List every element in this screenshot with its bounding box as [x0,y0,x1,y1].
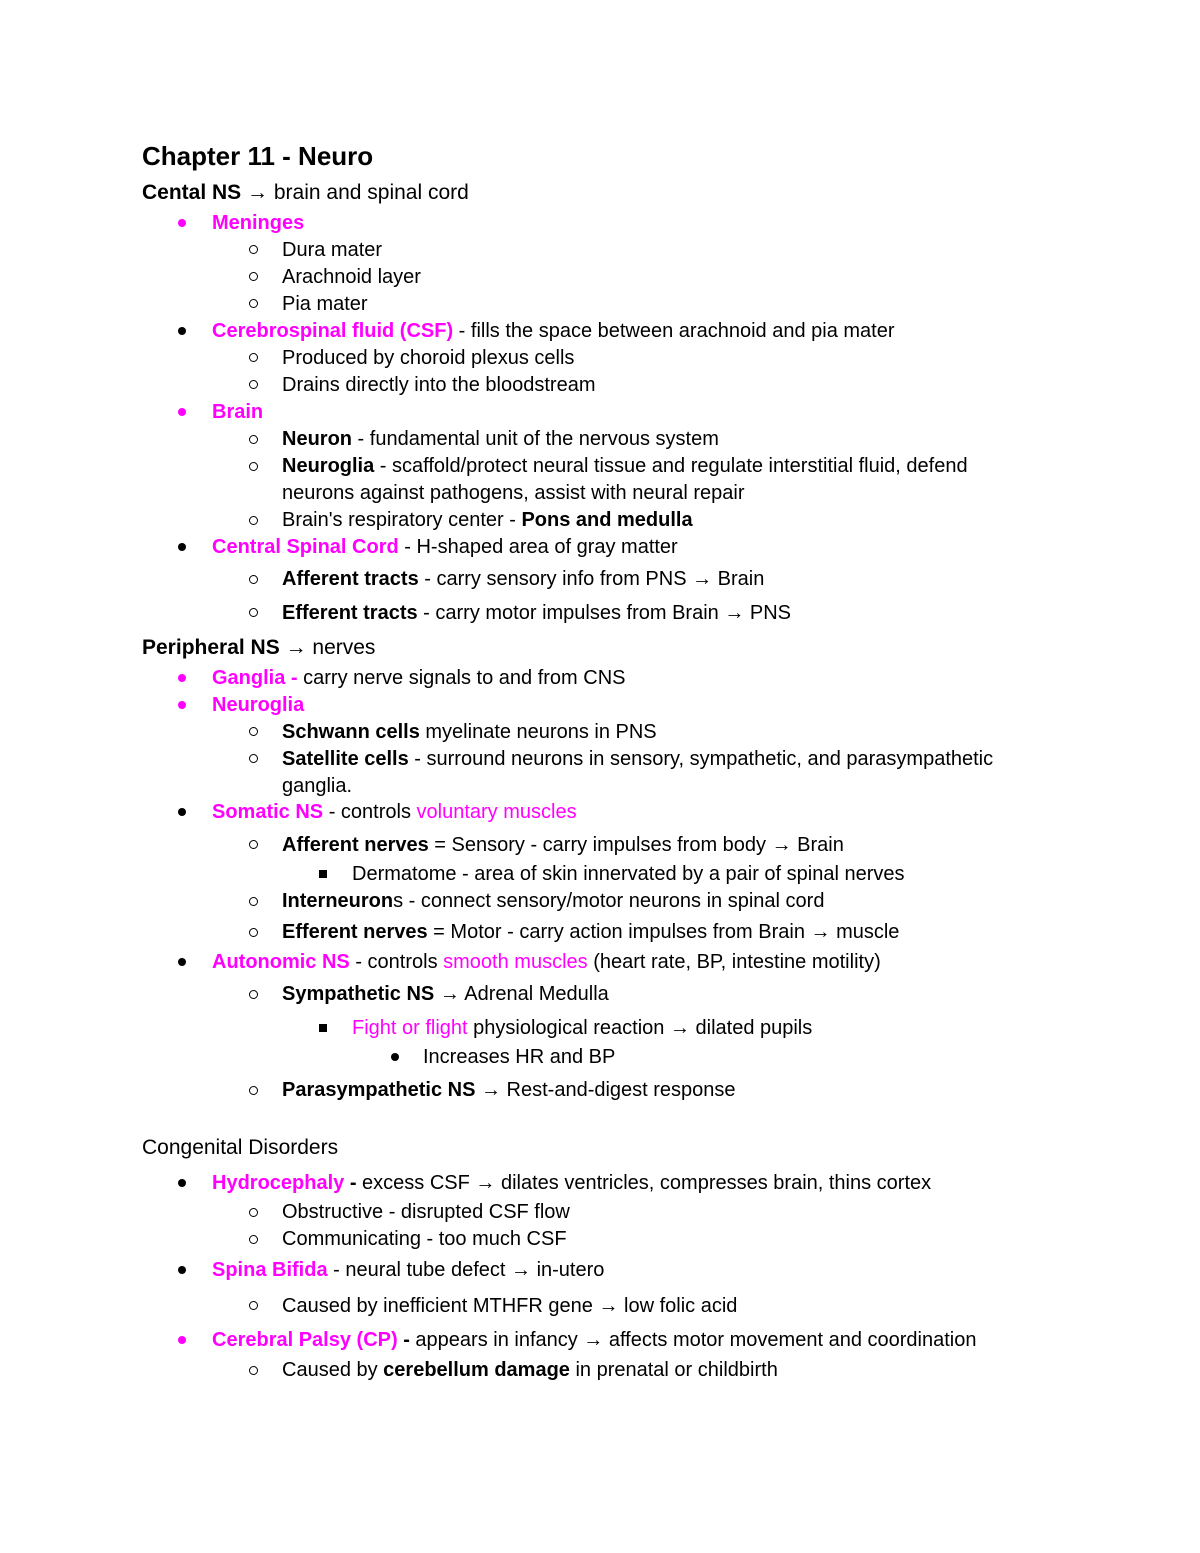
bullet-disc-icon [178,1179,186,1187]
efferent-tracts-line: Efferent tracts - carry motor impulses from Brain → PNS [282,602,792,624]
bullet-disc-icon [178,1266,186,1274]
efferent-nerves-line: Efferent nerves = Motor - carry action impulses from Brain → muscle [282,921,900,943]
bullet-square-icon [319,870,327,878]
neuroglia-line: Neuroglia - scaffold/protect neural tissue and regulate interstitial fluid, defend [282,455,968,477]
satellite-line-cont: ganglia. [282,775,353,797]
csf-item: Drains directly into the bloodstream [282,374,596,396]
hydro-item: Communicating - too much CSF [282,1228,567,1250]
fight-or-flight-line: Fight or flight physiological reaction → dilated pupils [352,1017,813,1039]
bullet-disc-icon [178,543,186,551]
palsy-cause-line: Caused by cerebellum damage in prenatal or childbirth [282,1359,778,1381]
bullet-circle-icon [249,380,258,389]
csf-item: Produced by choroid plexus cells [282,347,575,369]
bullet-circle-icon [249,1235,258,1244]
bullet-disc-icon [178,219,186,227]
bullet-circle-icon [249,928,258,937]
bullet-circle-icon [249,462,258,471]
bullet-circle-icon [249,897,258,906]
bullet-disc-icon [178,808,186,816]
bullet-circle-icon [249,754,258,763]
bullet-square-icon [319,1024,327,1032]
bullet-disc-icon [178,701,186,709]
bullet-disc-icon [178,408,186,416]
neuroglia-label: Neuroglia [212,694,305,716]
bullet-circle-icon [249,727,258,736]
spinal-cord-line: Central Spinal Cord - H-shaped area of gray matter [212,536,678,558]
meninges-item: Pia mater [282,293,368,315]
cerebral-palsy-line: Cerebral Palsy (CP) - appears in infancy → affects motor movement and coordination [212,1329,977,1351]
hr-bp-line: Increases HR and BP [423,1046,616,1068]
bullet-circle-icon [249,435,258,444]
bullet-circle-icon [249,575,258,584]
spina-cause-line: Caused by inefficient MTHFR gene → low folic acid [282,1295,738,1317]
sympathetic-line: Sympathetic NS → Adrenal Medulla [282,983,609,1005]
bullet-disc-icon [178,958,186,966]
bullet-circle-icon [249,608,258,617]
afferent-tracts-line: Afferent tracts - carry sensory info from PNS → Brain [282,568,765,590]
afferent-nerves-line: Afferent nerves = Sensory - carry impulses from body → Brain [282,834,844,856]
bullet-circle-icon [249,1301,258,1310]
bullet-circle-icon [249,1086,258,1095]
neuroglia-line-cont: neurons against pathogens, assist with neural repair [282,482,745,504]
autonomic-line: Autonomic NS - controls smooth muscles (heart rate, BP, intestine motility) [212,951,881,973]
bullet-disc-icon [391,1053,399,1061]
brain-label: Brain [212,401,264,423]
bullet-disc-icon [178,327,186,335]
csf-line: Cerebrospinal fluid (CSF) - fills the space between arachnoid and pia mater [212,320,895,342]
ganglia-line: Ganglia - carry nerve signals to and from CNS [212,667,626,689]
bullet-disc-icon [178,674,186,682]
spina-bifida-line: Spina Bifida - neural tube defect → in-utero [212,1259,605,1281]
central-ns-heading: Cental NS → brain and spinal cord [142,181,469,204]
meninges-item: Arachnoid layer [282,266,421,288]
bullet-circle-icon [249,299,258,308]
hydrocephaly-line: Hydrocephaly - excess CSF → dilates ventricles, compresses brain, thins cortex [212,1172,932,1194]
bullet-circle-icon [249,990,258,999]
bullet-disc-icon [178,1336,186,1344]
bullet-circle-icon [249,516,258,525]
bullet-circle-icon [249,353,258,362]
interneurons-line: Interneurons - connect sensory/motor neurons in spinal cord [282,890,825,912]
congenital-heading: Congenital Disorders [142,1136,339,1159]
meninges-label: Meninges [212,212,305,234]
neuron-line: Neuron - fundamental unit of the nervous system [282,428,719,450]
schwann-line: Schwann cells myelinate neurons in PNS [282,721,657,743]
peripheral-ns-heading: Peripheral NS → nerves [142,636,376,659]
somatic-line: Somatic NS - controls voluntary muscles [212,801,577,823]
satellite-line: Satellite cells - surround neurons in sensory, sympathetic, and parasympathetic [282,748,994,770]
meninges-item: Dura mater [282,239,383,261]
bullet-circle-icon [249,272,258,281]
dermatome-line: Dermatome - area of skin innervated by a pair of spinal nerves [352,863,905,885]
parasympathetic-line: Parasympathetic NS → Rest-and-digest response [282,1079,736,1101]
page-title: Chapter 11 - Neuro [142,141,374,171]
bullet-circle-icon [249,840,258,849]
hydro-item: Obstructive - disrupted CSF flow [282,1201,570,1223]
bullet-circle-icon [249,1366,258,1375]
bullet-circle-icon [249,245,258,254]
bullet-circle-icon [249,1208,258,1217]
respiratory-line: Brain's respiratory center - Pons and medulla [282,509,693,531]
